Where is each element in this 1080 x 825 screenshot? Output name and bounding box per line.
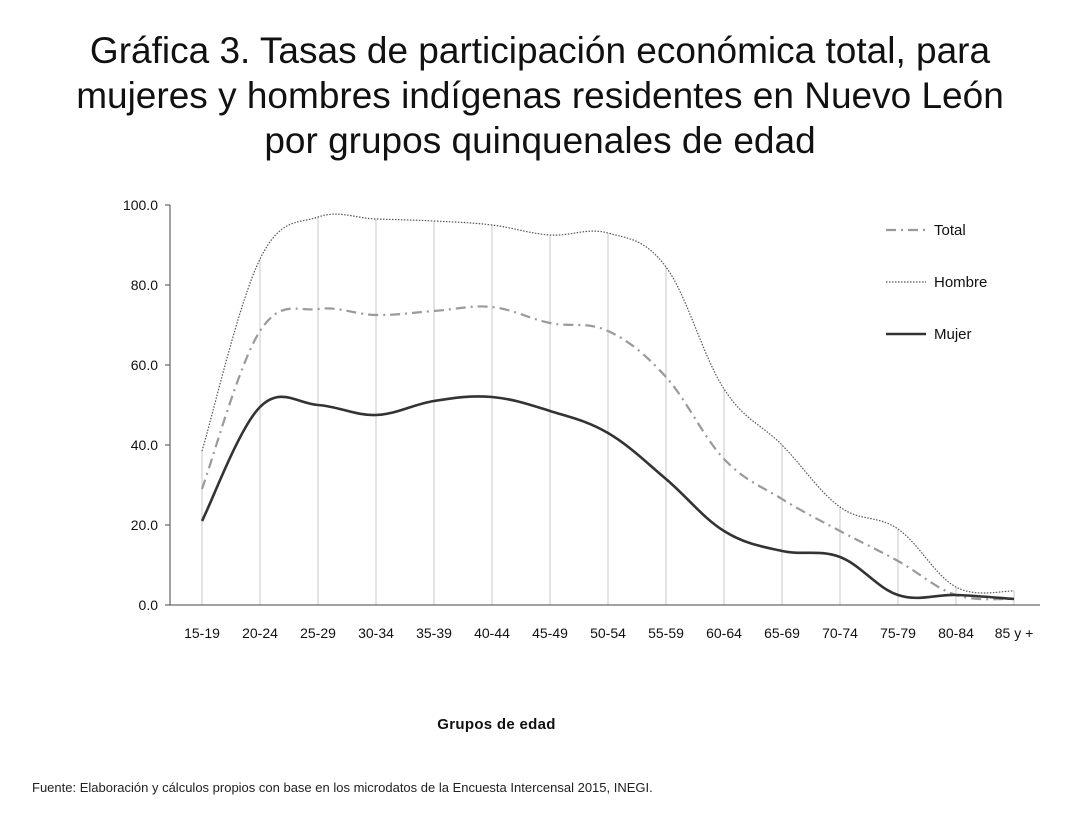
y-tick-label: 20.0	[130, 517, 158, 533]
y-tick-label: 100.0	[122, 197, 158, 213]
x-tick-label: 85 y +	[994, 625, 1034, 641]
chart-title-line-3: por grupos quinquenales de edad	[264, 120, 816, 161]
legend-label-hombre: Hombre	[934, 274, 988, 291]
y-tick-label: 80.0	[130, 277, 158, 293]
y-tick-label: 0.0	[138, 597, 158, 613]
legend-label-total: Total	[934, 222, 966, 239]
x-tick-label: 80-84	[938, 625, 974, 641]
x-tick-label: 15-19	[184, 625, 220, 641]
x-tick-label: 30-34	[358, 625, 394, 641]
chart-title-line-2: mujeres y hombres indígenas residentes en Nuevo León	[76, 75, 1004, 116]
x-tick-label: 55-59	[648, 625, 684, 641]
line-chart	[0, 180, 1080, 660]
x-tick-label: 75-79	[880, 625, 916, 641]
x-tick-label: 50-54	[590, 625, 626, 641]
x-tick-label: 70-74	[822, 625, 858, 641]
x-tick-label: 25-29	[300, 625, 336, 641]
x-tick-label: 40-44	[474, 625, 510, 641]
x-tick-label: 65-69	[764, 625, 800, 641]
x-tick-label: 20-24	[242, 625, 278, 641]
x-tick-label: 45-49	[532, 625, 568, 641]
chart-title-line-1: Gráfica 3. Tasas de participación económica total, para	[89, 30, 991, 71]
x-tick-label: 60-64	[706, 625, 742, 641]
y-tick-label: 40.0	[130, 437, 158, 453]
source-note: Fuente: Elaboración y cálculos propios con base en los microdatos de la Encuesta Intercensal 2015, INEGI.	[32, 780, 653, 795]
chart-title	[0, 28, 1080, 163]
legend-label-mujer: Mujer	[934, 326, 972, 343]
y-tick-label: 60.0	[130, 357, 158, 373]
x-tick-label: 35-39	[416, 625, 452, 641]
x-axis-title: Grupos de edad	[437, 716, 556, 733]
